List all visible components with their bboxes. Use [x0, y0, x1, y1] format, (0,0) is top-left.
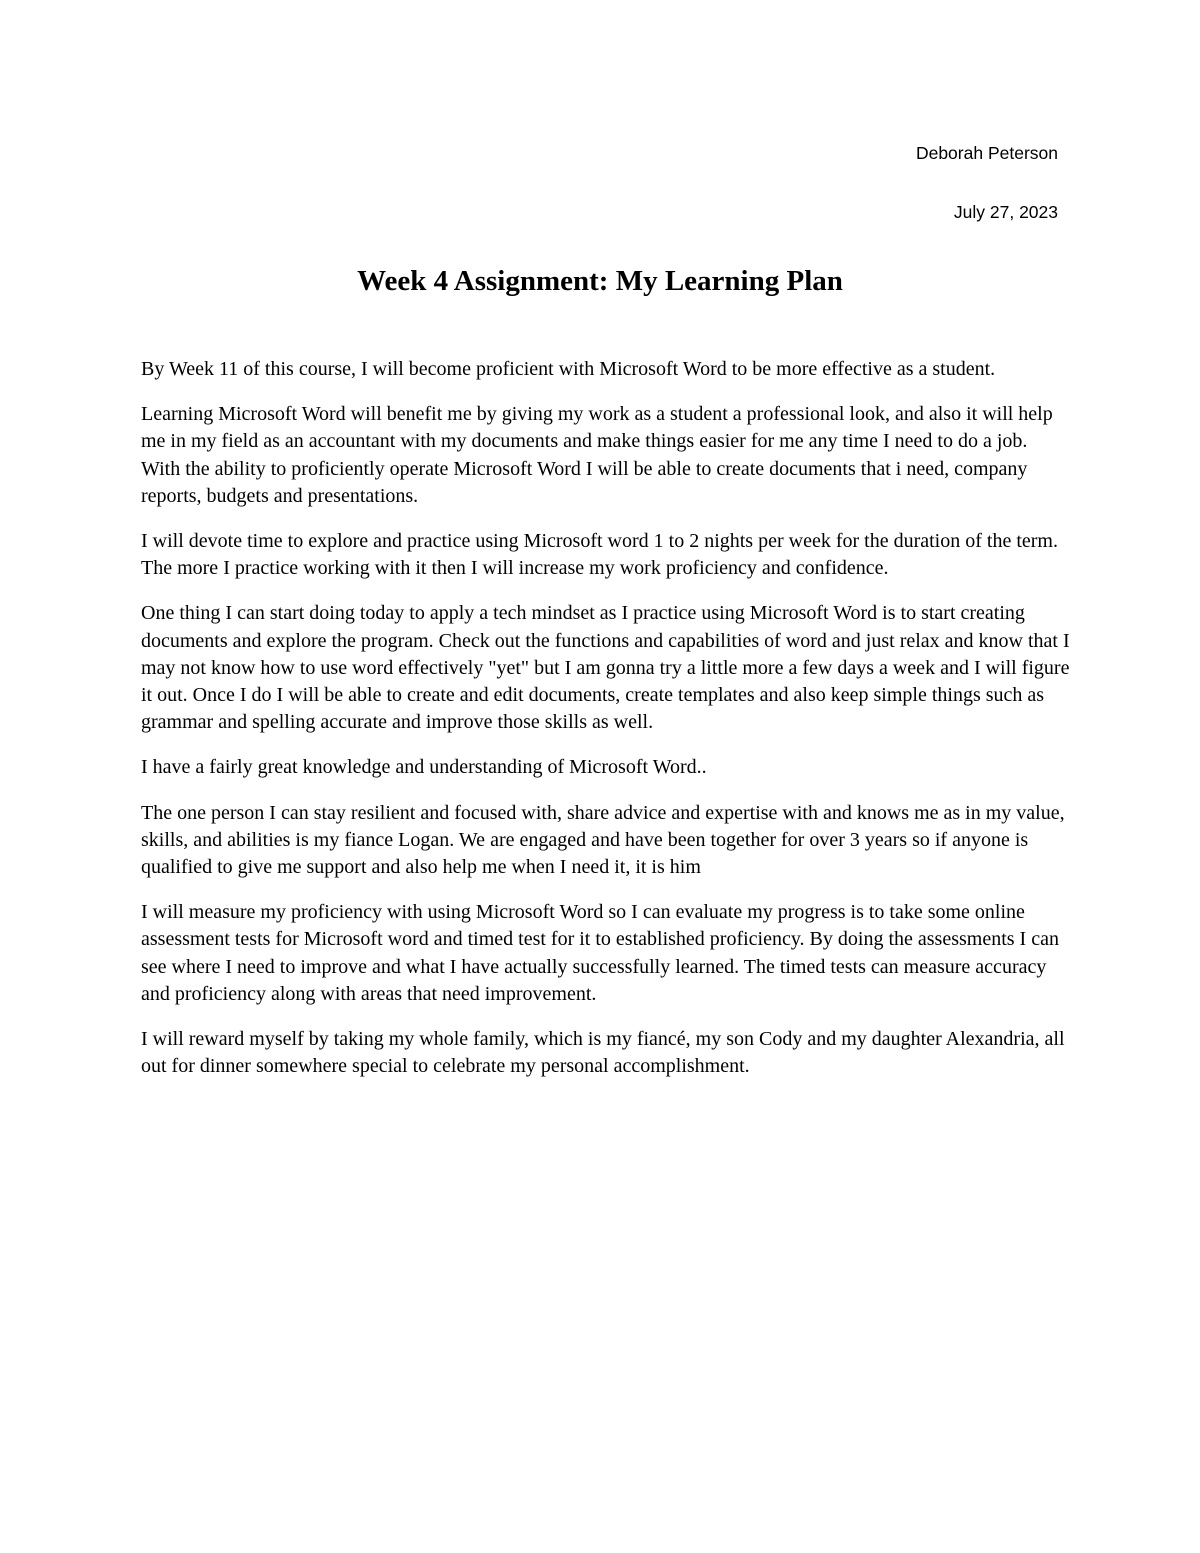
paragraph-reward: I will reward myself by taking my whole family, which is my fiancé, my son Cody and my daughter Alexandria, all out for dinner somewhere special to celebrate my personal accomplishment.: [141, 1028, 1065, 1078]
document-date: July 27, 2023: [953, 202, 1058, 222]
paragraph-support-person: The one person I can stay resilient and focused with, share advice and expertise with and knows me as in my value, skills, and abilities is my fiance Logan. We are engaged and have been together for over 3 years so if anyone is qualified to give me support and also help me when I need it, it is him: [141, 801, 1065, 879]
paragraph-time-commitment: I will devote time to explore and practice using Microsoft word 1 to 2 nights per week for the duration of the term. The more I practice working with it then I will increase my work proficiency and confidence.: [141, 530, 1058, 580]
paragraph-goal: By Week 11 of this course, I will become proficient with Microsoft Word to be more effective as a student.: [141, 358, 996, 380]
author-name: Deborah Peterson: [915, 143, 1058, 163]
paragraph-benefit: Learning Microsoft Word will benefit me by giving my work as a student a professional look, and also it will help me in my field as an accountant with my documents and make things easier for me any time I need to do a job. With the ability to proficiently operate Microsoft Word I will be able to create documents that i need, company reports, budgets and presentations.: [141, 403, 1053, 507]
paragraph-tech-mindset: One thing I can start doing today to apply a tech mindset as I practice using Microsoft Word is to start creating documents and explore the program. Check out the functions and capabilities of word and just relax and know that I may not know how to use word effectively "yet" but I am gonna try a little more a few days a week and I will figure it out. Once I do I will be able to create and edit documents, create templates and also keep simple things such as grammar and spelling accurate and improve those skills as well.: [141, 602, 1070, 734]
paragraph-measurement: I will measure my proficiency with using Microsoft Word so I can evaluate my progress is to take some online assessment tests for Microsoft word and timed test for it to established proficiency. By doing the assessments I can see where I need to improve and what I have actually successfully learned. The timed tests can measure accuracy and proficiency along with areas that need improvement.: [141, 901, 1059, 1005]
document-body: [141, 356, 1071, 1098]
paragraph-current-knowledge: I have a fairly great knowledge and understanding of Microsoft Word..: [141, 756, 707, 779]
page-title: Week 4 Assignment: My Learning Plan: [357, 265, 843, 297]
